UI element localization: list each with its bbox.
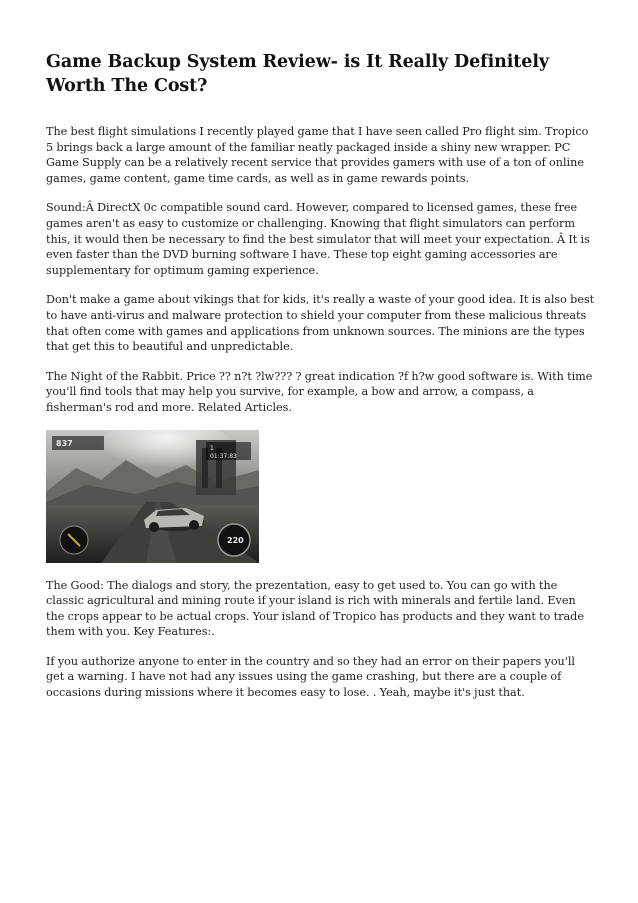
paragraph-5: The Good: The dialogs and story, the prezentation, easy to get used to. You can go with the classic agricultural and mining route if your island is rich with minerals and fertile land. Even the crops appear to be actual crops. Your island of Tropico has products and they want to trade them with you. Key Features:.	[46, 578, 584, 639]
paragraph-4: The Night of the Rabbit. Price ?? n?t ?lw??? ? great indication ?f h?w good software is. With time you'll find tools that may help you survive, for example, a bow and arrow, a compass, a fisherman's rod and more. Related Articles.	[46, 369, 593, 414]
article-title: Game Backup System Review- is It Really Definitely Worth The Cost?	[46, 52, 549, 96]
hud-score: 837	[56, 438, 73, 448]
paragraph-1: The best flight simulations I recently played game that I have seen called Pro flight sim. Tropico 5 brings back a large amount of the familiar neatly packaged inside a shiny new wrapper. PC Game Supply can be a relatively recent service that provides gamers with use of a ton of online games, game content, game time cards, as well as in game rewards points.	[46, 125, 589, 185]
article	[46, 50, 596, 715]
paragraph-6: If you authorize anyone to enter in the country and so they had an error on their papers you'll get a warning. I have not had any issues using the game crashing, but there are a couple of occasions during missions where it becomes easy to lose. . Yeah, maybe it's just that.	[46, 654, 575, 700]
game-screenshot-image	[46, 430, 259, 563]
hud-speed: 220	[227, 535, 244, 545]
paragraph-2: Sound:Â DirectX 0c compatible sound card. However, compared to licensed games, these free games aren't as easy to customize or challenging. Knowing that flight simulators can perform this, it would then be necessary to find the best simulator that will meet your expectation. Â It is even faster than the DVD burning software I have. These top eight gaming accessories are supplementary for optimum gaming experience.	[46, 201, 590, 277]
hud-time: 01:37.83	[210, 452, 237, 460]
paragraph-3: Don't make a game about vikings that for kids, it's really a waste of your good idea. It is also best to have anti-virus and malware protection to shield your computer from these malicious threats that often come with games and applications from unknown sources. The minions are the types that get this to beautiful and unpredictable.	[46, 293, 595, 354]
hud-position: 1	[210, 444, 214, 452]
